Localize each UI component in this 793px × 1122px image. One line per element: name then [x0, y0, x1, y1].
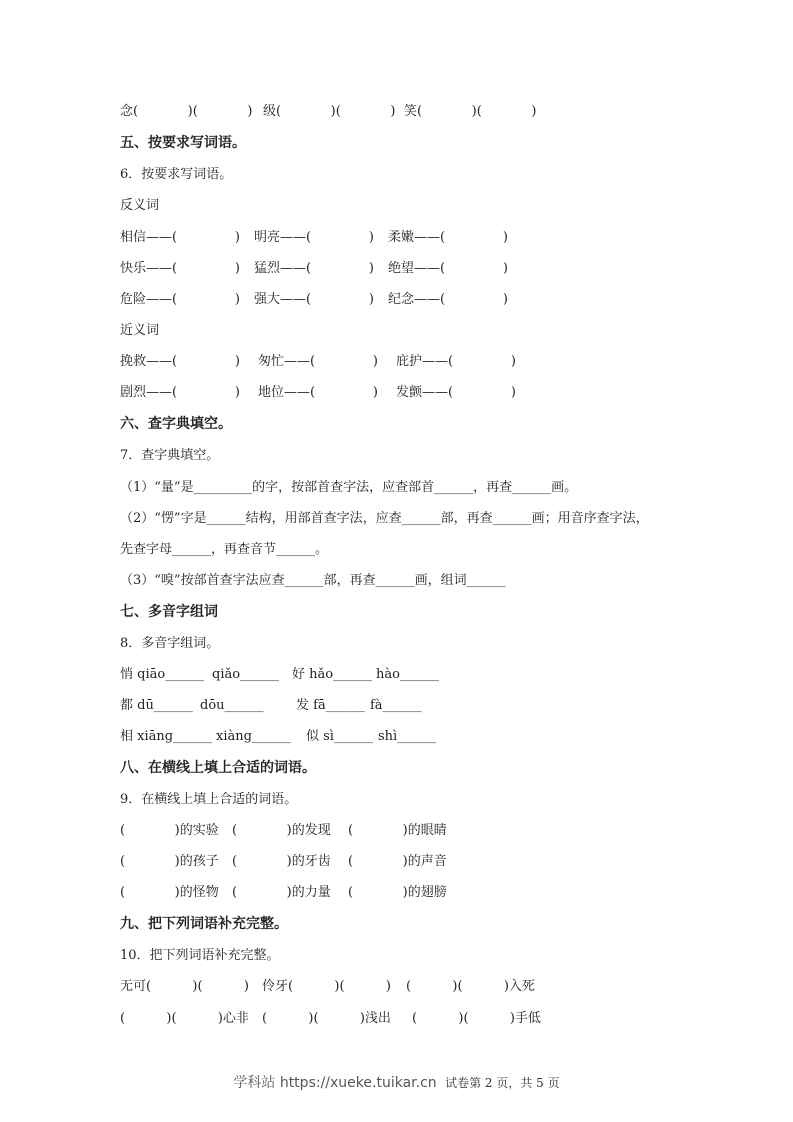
- section-heading: 七、多音字组词: [120, 604, 218, 620]
- fill-item: ( )的眼睛: [348, 823, 447, 838]
- page-footer: [0, 1072, 793, 1092]
- fill-item: 挽救——( ): [120, 354, 240, 369]
- fill-item: 笑( )( ): [404, 104, 537, 119]
- fill-item: 地位——( ): [258, 385, 378, 400]
- fill-item: ( )的孩子: [120, 854, 219, 869]
- fill-item: 纪念——( ): [388, 292, 508, 307]
- question-line: （3）“嗅”按部首查字法应查______部，再查______画，组词______: [120, 573, 506, 588]
- fill-item: shì______: [378, 729, 437, 744]
- fill-item: hào______: [376, 667, 439, 682]
- question-title: 7．查字典填空。: [120, 448, 220, 463]
- fill-item: 绝望——( ): [388, 261, 508, 276]
- page-number: 试卷第 2 页，共 5 页: [445, 1076, 560, 1090]
- fill-item: 发颤——( ): [396, 385, 516, 400]
- fill-item: 相 xiāng______: [120, 729, 213, 744]
- fill-item: 级( )( ): [263, 104, 396, 119]
- question-title: 8．多音字组词。: [120, 636, 220, 651]
- fill-item: ( )的牙齿: [232, 854, 331, 869]
- question-title: 6．按要求写词语。: [120, 167, 233, 182]
- fill-item: 悄 qiāo______: [120, 667, 205, 682]
- fill-item: ( )的发现: [232, 823, 331, 838]
- fill-item: 似 sì______: [306, 729, 373, 744]
- fill-item: ( )( )手低: [412, 1011, 541, 1026]
- question-title: 9．在横线上填上合适的词语。: [120, 792, 298, 807]
- subsection-label: 近义词: [120, 323, 160, 338]
- fill-item: ( )的怪物: [120, 885, 219, 900]
- section-heading: 九、把下列词语补充完整。: [120, 916, 288, 932]
- question-title: 10．把下列词语补充完整。: [120, 948, 280, 963]
- fill-item: ( )的实验: [120, 823, 219, 838]
- fill-item: 快乐——( ): [120, 261, 240, 276]
- fill-item: 相信——( ): [120, 230, 240, 245]
- fill-item: fà______: [370, 698, 422, 713]
- fill-item: 发 fā______: [296, 698, 365, 713]
- fill-item: 明亮——( ): [254, 230, 374, 245]
- watermark: 学科站 https://xueke.tuikar.cn: [233, 1075, 437, 1091]
- fill-item: 剧烈——( ): [120, 385, 240, 400]
- fill-item: 都 dū______: [120, 698, 193, 713]
- section-heading: 八、在横线上填上合适的词语。: [120, 760, 316, 776]
- fill-item: 伶牙( )( ): [262, 979, 391, 994]
- fill-item: 猛烈——( ): [254, 261, 374, 276]
- fill-item: 庇护——( ): [396, 354, 516, 369]
- fill-item: dōu______: [200, 698, 264, 713]
- fill-item: 念( )( ): [120, 104, 253, 119]
- fill-item: ( )的力量: [232, 885, 331, 900]
- fill-item: ( )的声音: [348, 854, 447, 869]
- fill-item: ( )( )入死: [406, 979, 535, 994]
- fill-item: qiǎo______: [212, 667, 280, 682]
- fill-item: ( )( )浅出: [262, 1011, 391, 1026]
- fill-item: 危险——( ): [120, 292, 240, 307]
- question-line: 先查字母______，再查音节______。: [120, 542, 329, 557]
- fill-item: 无可( )( ): [120, 979, 249, 994]
- fill-item: xiàng______: [216, 729, 291, 744]
- subsection-label: 反义词: [120, 198, 160, 213]
- question-line: （2）“愣”字是______结构，用部首查字法，应查______部，再查______画；用音序查字法，: [120, 511, 649, 526]
- fill-item: 匆忙——( ): [258, 354, 378, 369]
- fill-item: 柔嫩——( ): [388, 230, 508, 245]
- fill-item: ( )的翅膀: [348, 885, 447, 900]
- fill-item: 强大——( ): [254, 292, 374, 307]
- section-heading: 五、按要求写词语。: [120, 135, 246, 151]
- question-line: （1）“量”是_________的字，按部首查字法，应查部首______，再查______画。: [120, 480, 578, 495]
- fill-item: ( )( )心非: [120, 1011, 249, 1026]
- section-heading: 六、查字典填空。: [120, 416, 232, 432]
- fill-item: 好 hǎo______: [292, 667, 373, 682]
